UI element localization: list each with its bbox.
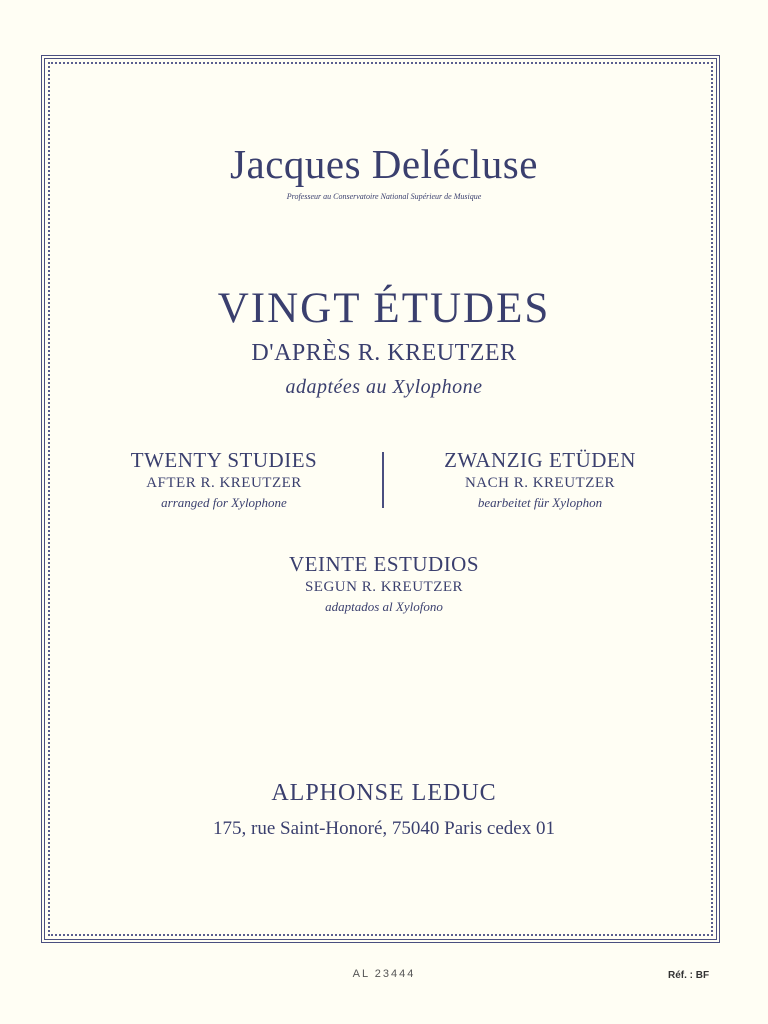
composer-title: Professeur au Conservatoire National Supérieur de Musique <box>286 192 482 201</box>
spanish-title: VEINTE ESTUDIOS <box>288 552 480 576</box>
composer-name: Jacques Delécluse <box>230 141 538 187</box>
spanish-title-block <box>0 552 768 616</box>
spanish-arrangement: adaptados al Xylofono <box>325 599 443 614</box>
work-title: VINGT ÉTUDES <box>217 285 551 332</box>
work-arrangement: adaptées au Xylophone <box>285 376 483 398</box>
reference-code: Réf. : BF <box>668 970 710 981</box>
german-title-block <box>400 448 680 512</box>
catalog-number: AL 23444 <box>352 968 416 980</box>
english-arrangement: arranged for Xylophone <box>161 495 287 510</box>
publisher-address: 175, rue Saint-Honoré, 75040 Paris cedex 01 <box>213 818 555 839</box>
column-divider <box>382 452 384 508</box>
english-subtitle: AFTER R. KREUTZER <box>146 475 302 491</box>
english-title: TWENTY STUDIES <box>130 448 318 472</box>
german-title: ZWANZIG ETÜDEN <box>444 448 636 472</box>
spanish-subtitle: SEGUN R. KREUTZER <box>304 579 464 595</box>
publisher-name: ALPHONSE LEDUC <box>271 780 497 806</box>
english-title-block <box>110 448 338 512</box>
work-subtitle: D'APRÈS R. KREUTZER <box>251 340 517 366</box>
german-arrangement: bearbeitet für Xylophon <box>477 495 603 510</box>
german-subtitle: NACH R. KREUTZER <box>464 475 616 491</box>
